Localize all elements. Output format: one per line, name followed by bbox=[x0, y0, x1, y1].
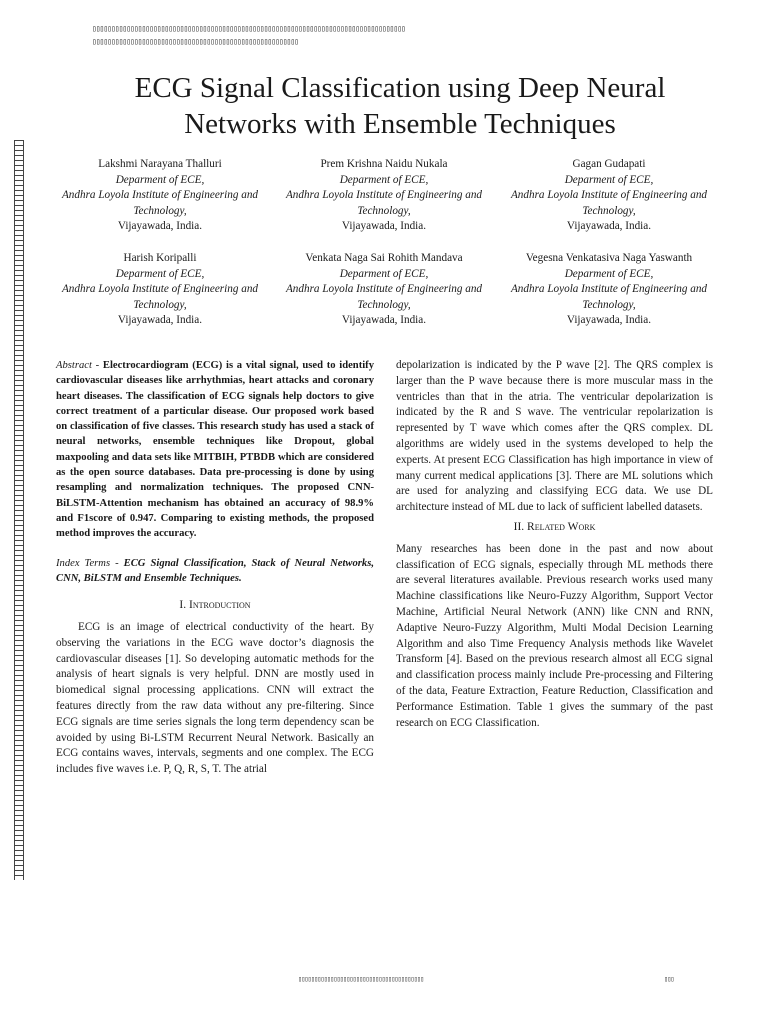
author-dept: Deparment of ECE, bbox=[115, 173, 205, 186]
header-garbled-text: ▯▯▯▯▯▯▯▯▯▯▯▯▯▯▯▯▯▯▯▯▯▯▯▯▯▯▯▯▯▯▯▯▯▯▯▯▯▯▯▯▯▯▯▯▯▯▯▯▯▯▯▯▯▯▯▯▯▯▯▯▯▯▯▯▯▯▯▯▯▯▯▯▯▯▯▯▯▯▯▯▯▯ bbox=[92, 24, 405, 33]
author-name: Prem Krishna Naidu Nukala bbox=[320, 158, 448, 170]
author-block bbox=[45, 251, 275, 329]
author-inst: Andhra Loyola Institute of Engineering and Technology, bbox=[61, 283, 259, 311]
left-column bbox=[56, 358, 374, 778]
right-column bbox=[396, 358, 713, 731]
author-city: Vijayawada, India. bbox=[117, 314, 203, 326]
author-city: Vijayawada, India. bbox=[566, 314, 652, 326]
page-number-garbled: ▯▯▯ bbox=[664, 975, 674, 983]
author-dept: Deparment of ECE, bbox=[564, 173, 654, 186]
author-inst: Andhra Loyola Institute of Engineering and Technology, bbox=[510, 283, 708, 311]
author-dept: Deparment of ECE, bbox=[339, 173, 429, 186]
author-block bbox=[45, 157, 275, 235]
author-inst: Andhra Loyola Institute of Engineering and Technology, bbox=[510, 189, 708, 217]
author-city: Vijayawada, India. bbox=[117, 220, 203, 232]
side-garbled-text bbox=[14, 140, 24, 880]
author-name: Harish Koripalli bbox=[123, 252, 197, 264]
author-block bbox=[494, 157, 724, 235]
author-dept: Deparment of ECE, bbox=[339, 267, 429, 280]
index-terms-text: ECG Signal Classification, Stack of Neural Networks, CNN, BiLSTM and Ensemble Techniques. bbox=[56, 557, 374, 584]
section-heading-related-work: II. Related Work bbox=[513, 520, 596, 533]
abstract-lead: Abstract - bbox=[56, 360, 100, 371]
section-heading-introduction: I. Introduction bbox=[179, 599, 251, 612]
paper-title: ECG Signal Classification using Deep Neural Networks with Ensemble Techniques bbox=[134, 72, 666, 140]
author-name: Venkata Naga Sai Rohith Mandava bbox=[305, 252, 463, 264]
header-garbled-text-2: ▯▯▯▯▯▯▯▯▯▯▯▯▯▯▯▯▯▯▯▯▯▯▯▯▯▯▯▯▯▯▯▯▯▯▯▯▯▯▯▯▯▯▯▯▯▯▯▯▯▯▯▯▯▯ bbox=[92, 37, 299, 46]
author-inst: Andhra Loyola Institute of Engineering and Technology, bbox=[61, 189, 259, 217]
author-inst: Andhra Loyola Institute of Engineering and Technology, bbox=[285, 189, 483, 217]
author-block bbox=[269, 251, 499, 329]
author-city: Vijayawada, India. bbox=[566, 220, 652, 232]
author-block bbox=[494, 251, 724, 329]
author-city: Vijayawada, India. bbox=[341, 220, 427, 232]
author-name: Gagan Gudapati bbox=[572, 158, 646, 170]
introduction-continued-text: depolarization is indicated by the P wave [2]. The QRS complex is larger than the P wave because there is more muscular mass in the ventricles than that in the atria. The ventricular depolarization is indicated by the R and S wave. The ventricular repolarization is represented by T wave which comes after the QRS complex. DL algorithms are widely used in the systems developed to help the experts. At present ECG Classification has high importance in view of many current medical applications [3]. There are ML solutions which are used for analyzing and classifying ECG data. We use DL architecture instead of ML due to lack of sufficient labelled datasets. bbox=[396, 359, 713, 514]
author-dept: Deparment of ECE, bbox=[115, 267, 205, 280]
author-dept: Deparment of ECE, bbox=[564, 267, 654, 280]
abstract bbox=[56, 358, 374, 542]
author-inst: Andhra Loyola Institute of Engineering and Technology, bbox=[285, 283, 483, 311]
related-work-text: Many researches has been done in the past and now about classification of ECG signals, especially through ML methods there are several literatures available. Previous research works used many Machine classifications like Neuro-Fuzzy Algorithm, Support Vector Machine, Artificial Neural Network (ANN) like CNN and RNN, Adaptive Neuro-Fuzzy Algorithm, Multi Modal Decision Learning Algorithm and also Time Frequency Analysis methods like Wavelet Transform [4]. Based on the previous research almost all ECG signal and classification process mainly include Pre-processing and Filtering of the data, Feature Extraction, Feature Reduction, Classification and Performance Estimation. Table 1 gives the summary of the past research on ECG Classification. bbox=[396, 542, 713, 729]
introduction-text: ECG is an image of electrical conductivity of the heart. By observing the variations in the ECG wave doctor’s diagnosis the cardiovascular diseases [1]. So developing automatic methods for the analysis of heart signals is very helpful. DNN are mostly used in biomedical signal processing applications. CNN will extract the features directly from the raw data without any pre-filtering. Since ECG signals are time series signals the long term dependency scan be avoided by using Bi-LSTM Recurrent Neural Network. Basically an ECG contains waves, intervals, segments and one complex. The ECG includes five waves i.e. P, Q, R, S, T. The atrial bbox=[56, 620, 374, 776]
author-block bbox=[269, 157, 499, 235]
index-terms-lead: Index Terms - bbox=[56, 557, 119, 569]
footer-garbled-text: ▯▯▯▯▯▯▯▯▯▯▯▯▯▯▯▯▯▯▯▯▯▯▯▯▯▯▯▯▯▯▯▯▯▯▯▯▯▯▯ bbox=[298, 975, 424, 983]
author-name: Vegesna Venkatasiva Naga Yaswanth bbox=[525, 252, 693, 264]
author-city: Vijayawada, India. bbox=[341, 314, 427, 326]
abstract-text: Electrocardiogram (ECG) is a vital signal, used to identify cardiovascular diseases like arrhythmias, heart attacks and coronary heart diseases. The classification of ECG signals help doctors to give correct treatment of a particular disease. Our proposed work based on classification of five classes. This research study has used a stack of neural networks, ensemble techniques like Dropout, global maxpooling and data sets like MITBIH, PTBDB which are considered as the open source databases. Data pre-processing is done by using resampling and normalization techniques. The proposed CNN-BiLSTM-Attention mechanism has obtained an accuracy of 98.9% and F1score of 0.947. Comparing to existing methods, the proposed method improves the accuracy. bbox=[56, 360, 374, 540]
index-terms bbox=[56, 556, 374, 587]
author-name: Lakshmi Narayana Thalluri bbox=[98, 158, 222, 170]
